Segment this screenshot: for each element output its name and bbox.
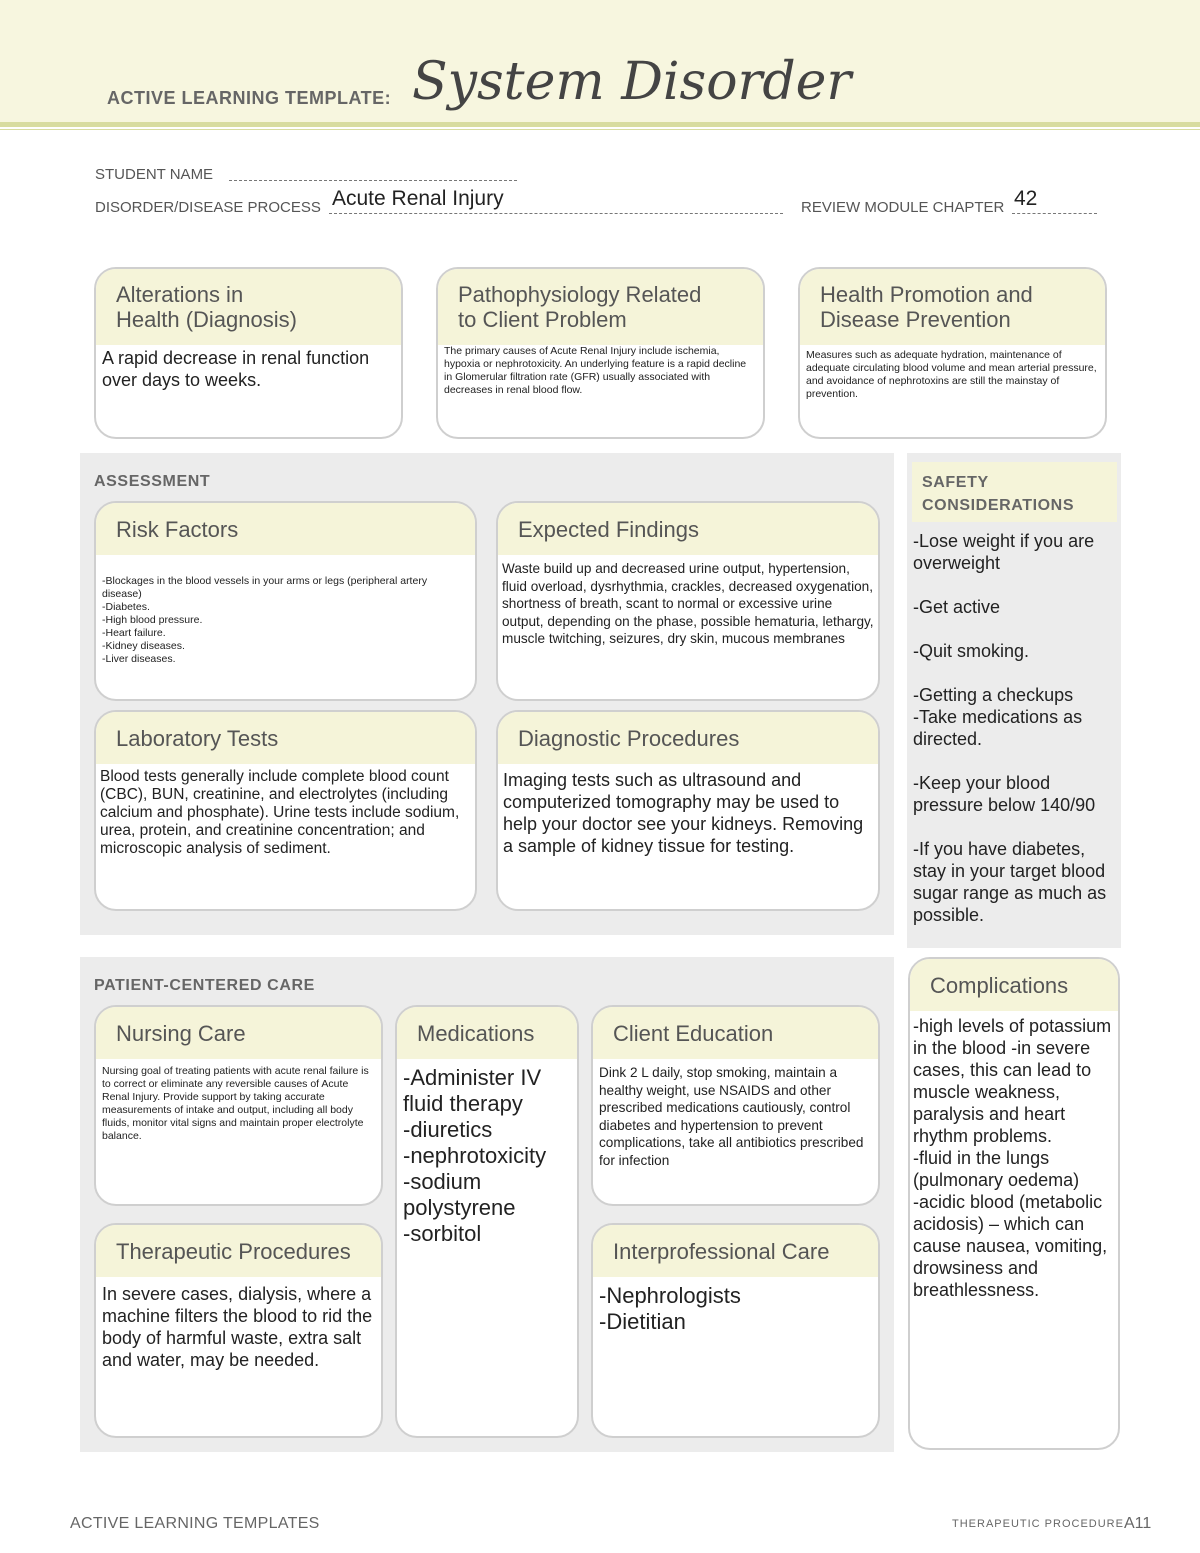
therapeutic-procedures-header bbox=[96, 1225, 381, 1277]
chapter-label: REVIEW MODULE CHAPTER bbox=[801, 199, 1005, 216]
interprofessional-care-list bbox=[593, 1277, 878, 1341]
diagnostic-procedures-card bbox=[496, 710, 880, 911]
risk-factor-item: -High blood pressure. bbox=[102, 614, 203, 626]
diagnostic-procedures-body: Imaging tests such as ultrasound and computerized tomography may be used to help your doctor see your kidneys. Removing a sample of kidney tissue for testing. bbox=[503, 770, 864, 856]
student-name-label: STUDENT NAME bbox=[95, 166, 214, 183]
risk-factor-item: -Diabetes. bbox=[102, 601, 150, 613]
footer-right: THERAPEUTIC PROCEDURE bbox=[952, 1518, 1124, 1530]
nursing-care-header bbox=[96, 1007, 381, 1059]
therapeutic-procedures-card bbox=[94, 1223, 383, 1438]
health-promotion-body: Measures such as adequate hydration, maintenance of adequate circulating blood volume and mean arterial pressure, and avoidance of nephrotoxins are still the mainstay of prevention. bbox=[806, 349, 1097, 400]
client-education-card bbox=[591, 1005, 880, 1206]
chapter-value: 42 bbox=[1014, 187, 1038, 210]
assessment-label: ASSESSMENT bbox=[94, 473, 211, 490]
medications-title: Medications bbox=[417, 1020, 535, 1046]
expected-findings-card bbox=[496, 501, 880, 701]
diagnostic-procedures-header bbox=[498, 712, 878, 764]
medications-list bbox=[397, 1059, 577, 1253]
diagnostic-procedures-title: Diagnostic Procedures bbox=[518, 725, 740, 751]
safety-header bbox=[912, 462, 1117, 522]
client-education-header bbox=[593, 1007, 878, 1059]
alterations-title-line2: Health (Diagnosis) bbox=[116, 307, 297, 332]
expected-findings-header bbox=[498, 503, 878, 555]
risk-factors-title: Risk Factors bbox=[116, 516, 239, 542]
health-promotion-card bbox=[798, 267, 1107, 439]
page-number: A11 bbox=[1124, 1515, 1152, 1532]
safety-item: -If you have diabetes, stay in your target blood sugar range as much as possible. bbox=[913, 839, 1107, 925]
client-education-title: Client Education bbox=[613, 1020, 774, 1046]
safety-item: -Quit smoking. bbox=[913, 641, 1030, 661]
header-rule-thin bbox=[0, 129, 1200, 130]
patient-care-label: PATIENT-CENTERED CARE bbox=[94, 977, 315, 994]
interprofessional-care-card bbox=[591, 1223, 880, 1438]
disorder-label: DISORDER/DISEASE PROCESS bbox=[95, 199, 321, 216]
medication-item: -diuretics bbox=[403, 1117, 493, 1142]
interprofessional-care-title: Interprofessional Care bbox=[613, 1238, 830, 1264]
medication-item: -nephrotoxicity bbox=[403, 1143, 547, 1168]
expected-findings-title: Expected Findings bbox=[518, 516, 699, 542]
risk-factors-list bbox=[96, 555, 475, 670]
health-promotion-title-line2: Disease Prevention bbox=[820, 307, 1011, 332]
nursing-care-title: Nursing Care bbox=[116, 1020, 246, 1046]
pathophysiology-title-line2: to Client Problem bbox=[458, 307, 627, 332]
complications-body: -high levels of potassium in the blood -in severe cases, this can lead to muscle weakness, paralysis and heart rhythm problems. -fluid in the lungs (pulmonary oedema) -acidic blood (metabolic acidosis) – which can cause nausea, vomiting, drowsiness and breathlessness. bbox=[913, 1016, 1112, 1300]
risk-factors-card bbox=[94, 501, 477, 701]
chapter-field[interactable] bbox=[1012, 213, 1097, 214]
pathophysiology-card bbox=[436, 267, 765, 439]
safety-item: -Keep your blood pressure below 140/90 bbox=[913, 773, 1096, 815]
laboratory-tests-body: Blood tests generally include complete blood count (CBC), BUN, creatinine, and electrolytes (including calcium and phosphate). Urine tests include sodium, urea, protein, and creatinine concentration; and microscopic analysis of sediment. bbox=[100, 768, 460, 857]
safety-item: -Lose weight if you are overweight bbox=[913, 531, 1095, 573]
safety-item: -Get active bbox=[913, 597, 1001, 617]
medication-item: -Administer IV fluid therapy bbox=[403, 1065, 542, 1116]
expected-findings-body: Waste build up and decreased urine output, hypertension, fluid overload, dysrhythmia, crackles, decreased oxygenation, shortness of breath, scant to normal or excessive urine output, depending on the phase, possible hematuria, lethargy, muscle twitching, seizures, dry skin, mucous membranes bbox=[502, 561, 874, 646]
alterations-body: A rapid decrease in renal function over days to weeks. bbox=[102, 348, 370, 390]
health-promotion-title-line1: Health Promotion and bbox=[820, 282, 1033, 307]
complications-card bbox=[908, 957, 1120, 1450]
safety-label-line1: SAFETY bbox=[922, 474, 989, 491]
medications-card bbox=[395, 1005, 579, 1438]
disorder-field[interactable] bbox=[329, 213, 783, 214]
header-rule bbox=[0, 122, 1200, 127]
medication-item: -sodium polystyrene bbox=[403, 1169, 516, 1220]
interprofessional-care-header bbox=[593, 1225, 878, 1277]
template-label: ACTIVE LEARNING TEMPLATE: bbox=[107, 88, 392, 108]
risk-factor-item: -Heart failure. bbox=[102, 627, 166, 639]
therapeutic-procedures-title: Therapeutic Procedures bbox=[116, 1238, 351, 1264]
client-education-body: Dink 2 L daily, stop smoking, maintain a healthy weight, use NSAIDS and other prescribed medications cautiously, control diabetes and hypertension to prevent complications, take all antibiotics prescribed for infection bbox=[599, 1065, 864, 1168]
alterations-header bbox=[96, 269, 401, 345]
disorder-value: Acute Renal Injury bbox=[332, 187, 504, 210]
laboratory-tests-title: Laboratory Tests bbox=[116, 725, 279, 751]
page-title: System Disorder bbox=[412, 52, 852, 112]
nursing-care-body: Nursing goal of treating patients with acute renal failure is to correct or eliminate any reversible causes of Acute Renal Injury. Provide support by taking accurate measurements of intake and output, including all body fluids, monitor vital signs and maintain proper electrolyte balance. bbox=[102, 1065, 369, 1142]
footer-left: ACTIVE LEARNING TEMPLATES bbox=[70, 1515, 320, 1532]
pathophysiology-header bbox=[438, 269, 763, 345]
complications-title: Complications bbox=[930, 972, 1069, 998]
medication-item: -sorbitol bbox=[403, 1221, 482, 1246]
alterations-card bbox=[94, 267, 403, 439]
therapeutic-procedures-body: In severe cases, dialysis, where a machine filters the blood to rid the body of harmful waste, extra salt and water, may be needed. bbox=[102, 1284, 373, 1370]
nursing-care-card bbox=[94, 1005, 383, 1206]
pathophysiology-body: The primary causes of Acute Renal Injury include ischemia, hypoxia or nephrotoxicity. An underlying feature is a rapid decline in Glomerular filtration rate (GFR) usually associated with decreases in renal blood flow. bbox=[444, 345, 747, 396]
medications-header bbox=[397, 1007, 577, 1059]
laboratory-tests-header bbox=[96, 712, 475, 764]
pathophysiology-title-line1: Pathophysiology Related bbox=[458, 282, 702, 307]
safety-list bbox=[913, 530, 1113, 948]
interprofessional-item: -Dietitian bbox=[599, 1309, 686, 1334]
health-promotion-header bbox=[800, 269, 1105, 345]
complications-header bbox=[910, 959, 1118, 1011]
safety-label-line2: CONSIDERATIONS bbox=[922, 497, 1075, 514]
risk-factor-item: -Kidney diseases. bbox=[102, 640, 185, 652]
student-name-field[interactable] bbox=[229, 180, 517, 181]
risk-factor-item: -Blockages in the blood vessels in your arms or legs (peripheral artery disease) bbox=[102, 575, 428, 600]
safety-item: -Getting a checkups -Take medications as directed. bbox=[913, 685, 1083, 749]
alterations-title-line1: Alterations in bbox=[116, 282, 244, 307]
interprofessional-item: -Nephrologists bbox=[599, 1283, 741, 1308]
risk-factor-item: -Liver diseases. bbox=[102, 653, 176, 665]
risk-factors-header bbox=[96, 503, 475, 555]
laboratory-tests-card bbox=[94, 710, 477, 911]
